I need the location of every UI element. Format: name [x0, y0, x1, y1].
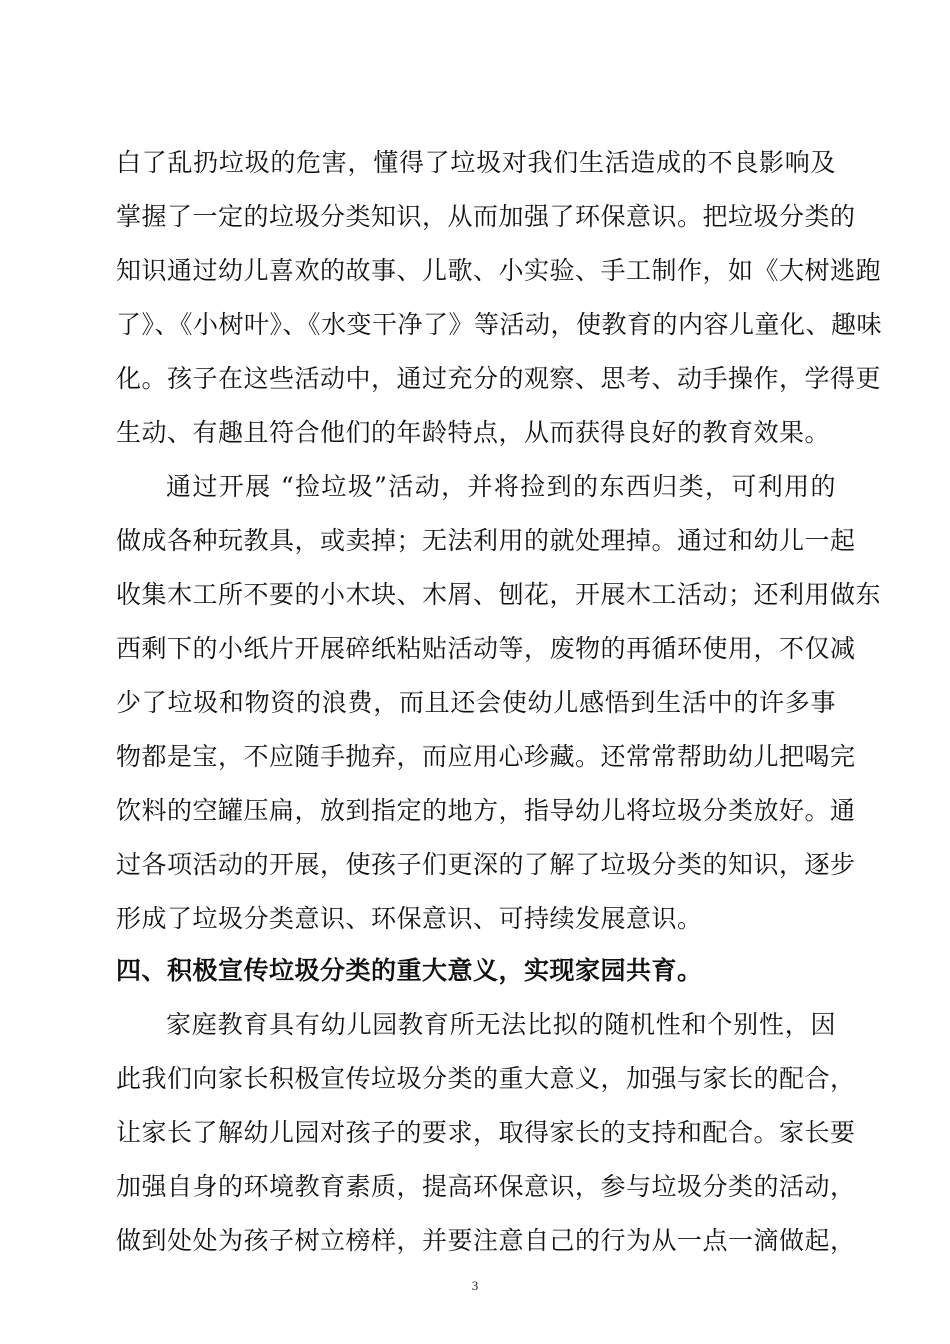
paragraph-line: 生动、有趣且符合他们的年龄特点，从而获得良好的教育效果。 — [116, 418, 831, 447]
paragraph-line: 知识通过幼儿喜欢的故事、儿歌、小实验、手工制作，如《大树逃跑 — [116, 256, 882, 285]
paragraph-line: 西剩下的小纸片开展碎纸粘贴活动等，废物的再循环使用，不仅减 — [116, 634, 856, 663]
paragraph-line: 收集木工所不要的小木块、木屑、刨花，开展木工活动；还利用做东 — [116, 580, 882, 609]
section-heading: 四、积极宣传垃圾分类的重大意义，实现家园共育。 — [116, 956, 703, 985]
paragraph-line: 通过开展 “捡垃圾”活动，并将捡到的东西归类，可利用的 — [166, 472, 836, 501]
paragraph-line: 化。孩子在这些活动中，通过充分的观察、思考、动手操作，学得更 — [116, 364, 882, 393]
paragraph-line: 物都是宝，不应随手抛弃，而应用心珍藏。还常常帮助幼儿把喝完 — [116, 742, 856, 771]
page-number: 3 — [471, 1278, 479, 1293]
paragraph-line: 做成各种玩教具，或卖掉；无法利用的就处理掉。通过和幼儿一起 — [116, 526, 856, 555]
paragraph-line: 形成了垃圾分类意识、环保意识、可持续发展意识。 — [116, 904, 703, 933]
paragraph-line: 白了乱扔垃圾的危害，懂得了垃圾对我们生活造成的不良影响及 — [116, 148, 836, 177]
paragraph-line: 饮料的空罐压扁，放到指定的地方，指导幼儿将垃圾分类放好。通 — [116, 796, 856, 825]
paragraph-line: 做到处处为孩子树立榜样，并要注意自己的行为从一点一滴做起， — [116, 1226, 856, 1255]
paragraph-line: 此我们向家长积极宣传垃圾分类的重大意义，加强与家长的配合， — [116, 1064, 856, 1093]
paragraph-line: 家庭教育具有幼儿园教育所无法比拟的随机性和个别性，因 — [166, 1010, 836, 1039]
paragraph-line: 了》、《小树叶》、《水变干净了》等活动，使教育的内容儿童化、趣味 — [116, 310, 883, 339]
paragraph-line: 少了垃圾和物资的浪费，而且还会使幼儿感悟到生活中的许多事 — [116, 688, 836, 717]
paragraph-line: 掌握了一定的垃圾分类知识，从而加强了环保意识。把垃圾分类的 — [116, 202, 856, 231]
paragraph-line: 让家长了解幼儿园对孩子的要求，取得家长的支持和配合。家长要 — [116, 1118, 856, 1147]
paragraph-line: 加强自身的环境教育素质，提高环保意识，参与垃圾分类的活动， — [116, 1172, 856, 1201]
paragraph-line: 过各项活动的开展，使孩子们更深的了解了垃圾分类的知识，逐步 — [116, 850, 856, 879]
